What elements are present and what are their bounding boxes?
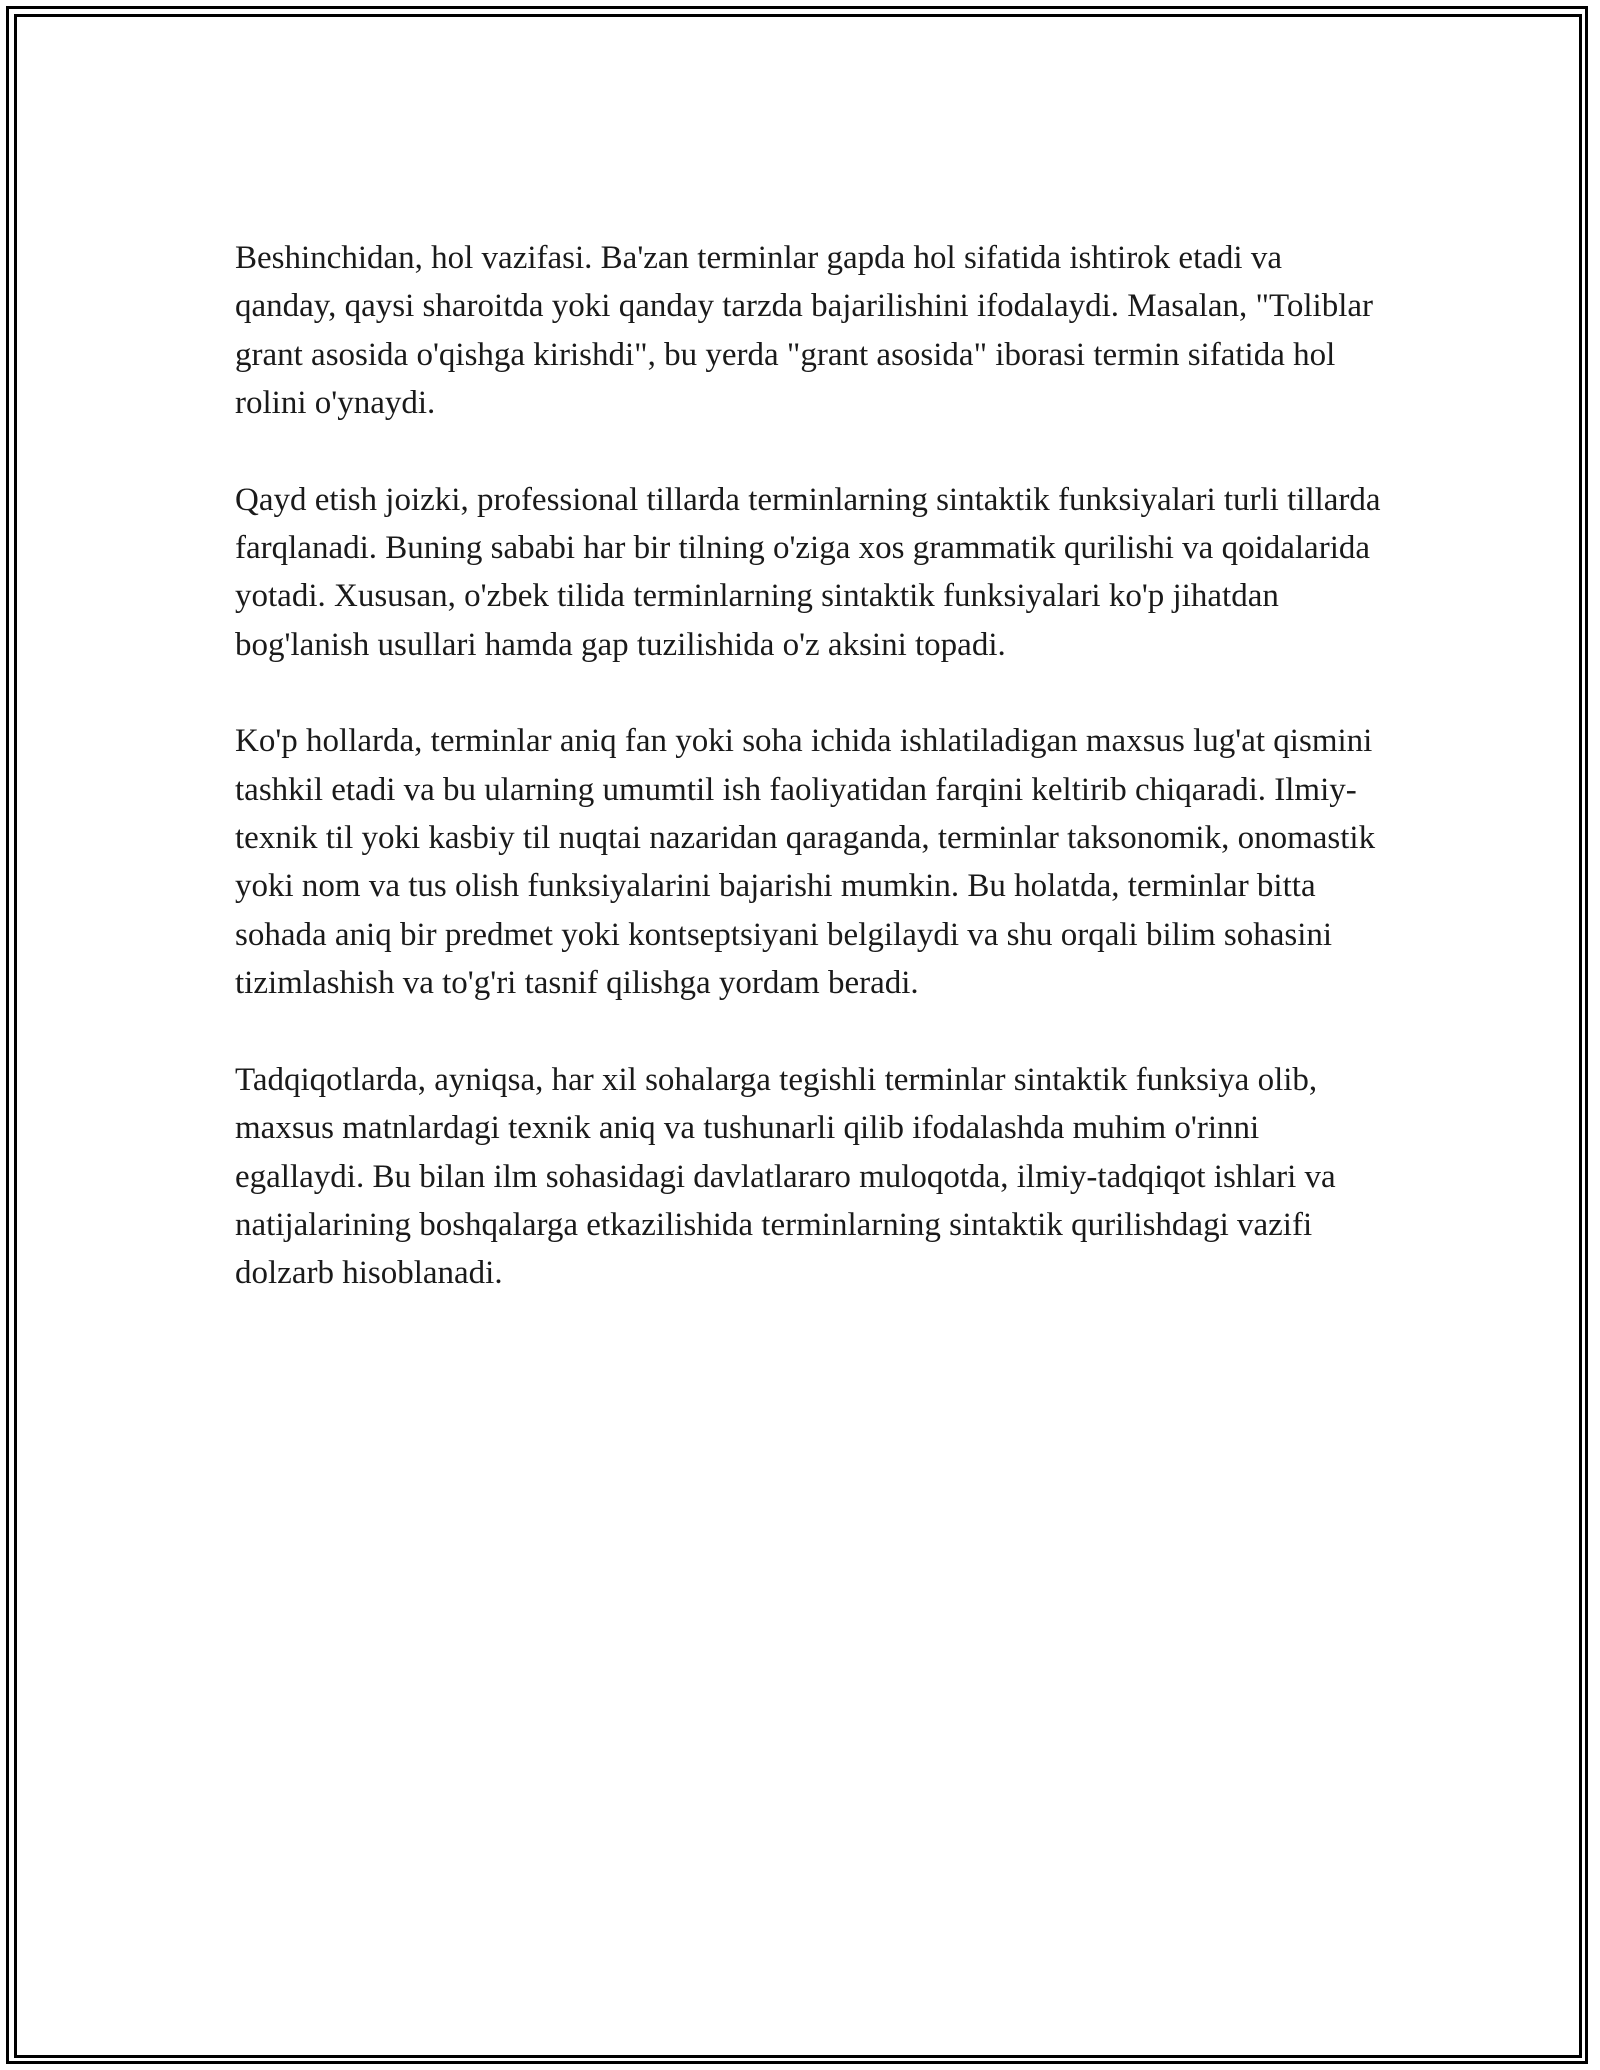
paragraph-4: Tadqiqotlarda, ayniqsa, har xil sohalarga tegishli terminlar sintaktik funksiya olib, maxsus matnlardagi texnik aniq va tushunarli qilib ifodalashda muhim o'rinni egallaydi. Bu bilan ilm sohasidagi davlatlararo muloqotda, ilmiy-tadqiqot ishlari va natijalarining boshqalarga etkazilishida terminlarning sintaktik qurilishdagi vazifi dolzarb hisoblanadi. [235,1061,1336,1292]
paragraph-3: Ko'p hollarda, terminlar aniq fan yoki soha ichida ishlatiladigan maxsus lug'at qismini tashkil etadi va bu ularning umumtil ish faoliyatidan farqini keltirib chiqaradi. Ilmiy-texnik til yoki kasbiy til nuqtai nazaridan qaraganda, terminlar taksonomik, onomastik yoki nom va tus olish funksiyalarini bajarishi mumkin. Bu holatda, terminlar bitta sohada aniq bir predmet yoki kontseptsiyani belgilaydi va shu orqali bilim sohasini tizimlashish va to'g'ri tasnif qilishga yordam beradi. [235,723,1376,1002]
document-body [235,234,1385,1346]
paragraph-2: Qayd etish joizki, professional tillarda terminlarning sintaktik funksiyalari turli tillarda farqlanadi. Buning sababi har bir tilning o'ziga xos grammatik qurilishi va qoidalarida yotadi. Xususan, o'zbek tilida terminlarning sintaktik funksiyalari ko'p jihatdan bog'lanish usullari hamda gap tuzilishida o'z aksini topadi. [235,481,1381,663]
paragraph-1: Beshinchidan, hol vazifasi. Ba'zan terminlar gapda hol sifatida ishtirok etadi va qanday, qaysi sharoitda yoki qanday tarzda bajarilishini ifodalaydi. Masalan, "Toliblar grant asosida o'qishga kirishdi", bu yerda "grant asosida" iborasi termin sifatida hol rolini o'ynaydi. [235,240,1374,422]
